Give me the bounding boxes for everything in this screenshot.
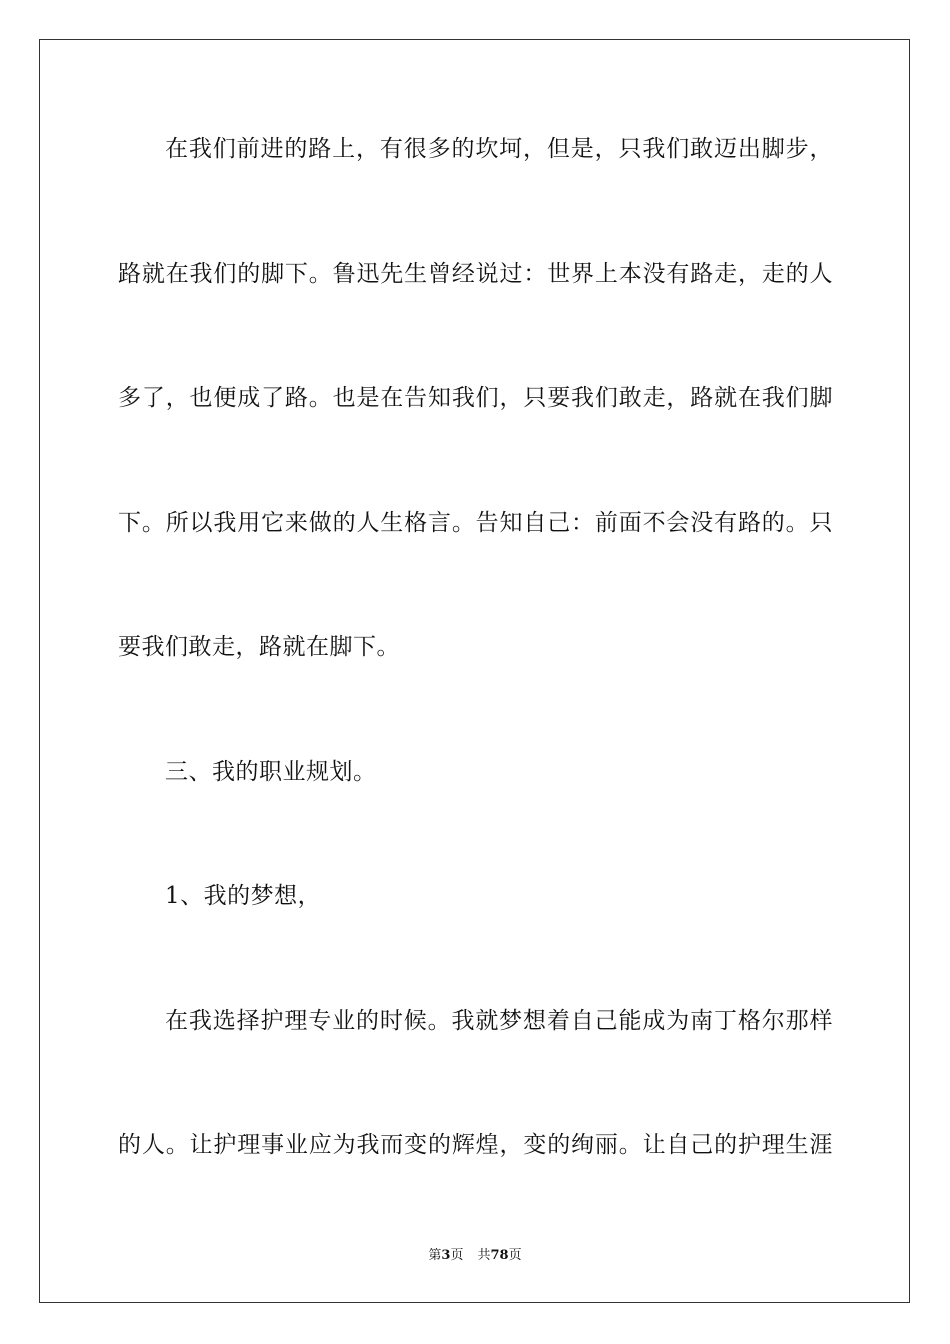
total-suffix: 页 [508,1248,522,1263]
paragraph-line: 在我们前进的路上，有很多的坎坷，但是，只我们敢迈出脚步， [165,136,833,162]
paragraph-line: 在我选择护理专业的时候。我就梦想着自己能成为南丁格尔那样 [165,1008,833,1034]
paragraph-line: 下。所以我用它来做的人生格言。告知自己：前面不会没有路的。只 [118,510,833,536]
page-prefix: 第 [428,1248,442,1263]
page-border [39,39,910,1303]
section-heading: 三、我的职业规划。 [165,759,377,785]
paragraph-line: 要我们敢走，路就在脚下。 [118,634,400,660]
total-prefix: 共 [477,1248,491,1263]
page-number: 3 [441,1248,451,1263]
total-pages: 78 [490,1248,509,1263]
paragraph-line: 的人。让护理事业应为我而变的辉煌，变的绚丽。让自己的护理生涯 [118,1132,833,1158]
page-suffix: 页 [450,1248,464,1263]
paragraph-line: 多了，也便成了路。也是在告知我们，只要我们敢走，路就在我们脚 [118,385,833,411]
subsection-heading: 1、我的梦想， [165,883,322,909]
paragraph-line: 路就在我们的脚下。鲁迅先生曾经说过：世界上本没有路走，走的人 [118,261,833,287]
page-footer [0,1247,950,1265]
